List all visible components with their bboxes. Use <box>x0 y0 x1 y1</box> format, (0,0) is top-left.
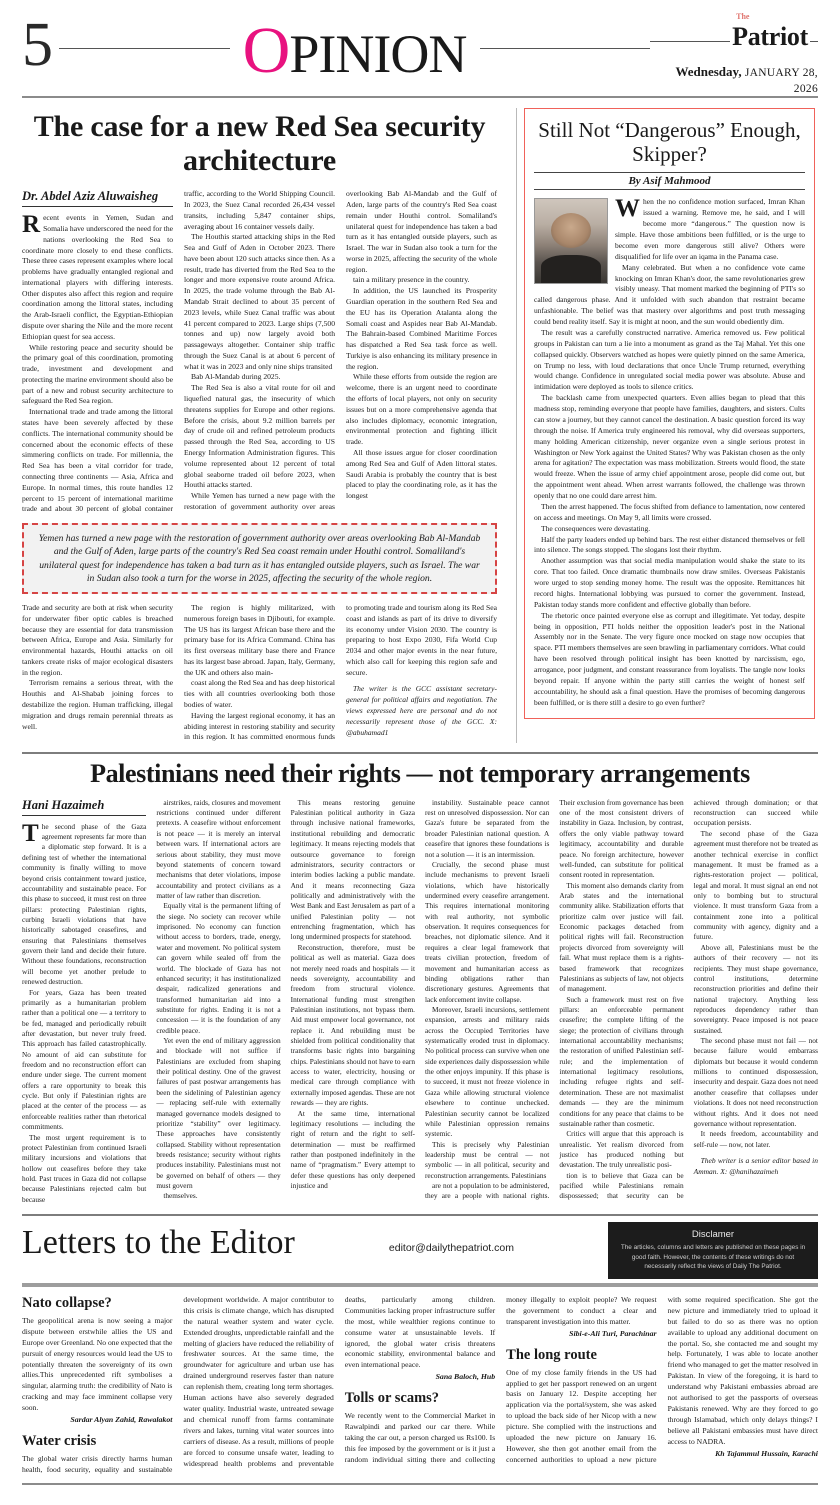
author-photo <box>534 198 608 284</box>
letter-heading: Nato collapse? <box>22 1294 112 1311</box>
paragraph: tion is to believe that Gaza can be pacified while Palestinians remain dispossessed; that security can be achieved through domination; or that reconstruction can succeed while occupation persists. <box>559 797 818 1201</box>
paragraph: The second phase of the Gaza agreement must therefore not be treated as another technical exercise in conflict management. It must be framed as a rights-restoration project — political, legal and moral. It must signal an end not only to bombing but to structural violence. It must transform Gaza from a containment zone into a political community with agency, dignity and a future. <box>693 828 818 942</box>
paragraph: airstrikes, raids, closures and movement restrictions continued under different pretexts. A ceasefire without enforcement is not peace — it is merely an interval between wars. If international actors are serious about stability, they must move beyond statements of concern toward mechanisms that deter violations, impose accountability and protect civilians as a matter of law rather than discretion. <box>156 797 281 900</box>
brand-superscript: The <box>736 12 750 21</box>
column-divider <box>516 108 517 743</box>
paragraph: The region is highly militarized, with numerous foreign bases in Djibouti, for example. The US has its largest African base there and the primary base for its Africa Command. China has its first overseas military base there and France has its largest base abroad. Japan, Italy, Germany, the UK and others also main- <box>184 603 335 677</box>
palestine-writer-note: Theb writer is a senior editor based in Amman. X: @hanihazaimeh <box>693 1155 818 1176</box>
letter-body: We recently went to the Commercial Market in Rawalpindi and parked our car there. While taking the car out, a person charged us Rs100. Is this fee imposed by the government or is it just a random individual sitting there and collecting money illegally to exploit people? We request the government to conduct a clear and transparent investigation into this matter. <box>344 1294 657 1465</box>
boxed-body <box>534 197 805 708</box>
paragraph: The result was a carefully constructed narrative. America removed us. Few political groups in Pakistan can turn a lie into a monument as grand as the Taj Mahal. Yet this one collapsed quickly. Observers watched as hopes were quietly pinned on the same America, on Trump no less, with loud declarations that once Uncle Trump returned, everything would change. Confidence in unregulated social media power was absolute. Abuse and intimidation were deployed as tools to silence critics. <box>534 327 805 392</box>
disclaimer-box <box>608 1222 818 1279</box>
masthead-rule-right <box>480 48 651 49</box>
letter-signature: Sibi-e-Ali Turi, Parachinar <box>569 1328 657 1338</box>
paragraph: Trade and security are both at risk when security for underwater fiber optic cables is breached because they are essential for data transmission between Africa, Europe and Asia. Similarly for environmental hazards, Houthi attacks on oil tankers create risks of major ecological disasters in the region. <box>22 603 173 677</box>
paragraph: tain a military presence in the country. <box>353 275 470 285</box>
paragraph: While these efforts from outside the region are welcome, there is an urgent need to coordinate the efforts of local players, not only on security issues but on a more comprehensive agenda that also includes diplomacy, economic integration, environmental protection and fighting illicit trade. <box>346 372 497 447</box>
paragraph: The most urgent requirement is to protect Palestinian from continued Israeli military incursions and violations that hollow out ceasefires before they take hold. Past truces in Gaza did not collapse because Palestinians rejected calm but because <box>22 1132 147 1204</box>
brand-rule-right <box>810 41 818 42</box>
brand-rule-left <box>650 41 730 42</box>
paragraph: The Red Sea is also a vital route for oil and liquefied natural gas, the insecurity of which threatens supplies for Europe and other regions. Before the crisis, about 9.2 million barrels per day of crude oil and refined petroleum products passed through the Red Sea, according to US Energy Information Administration figures. This volume represented about 12 percent of total global seaborne traded oil before 2023, when Houthi attacks started. <box>184 383 335 490</box>
paragraph: themselves. <box>163 1191 198 1201</box>
article-palestinians <box>22 760 818 1205</box>
pull-quote <box>22 523 497 594</box>
pull-quote-text: Yemen has turned a new page with the restoration of government authority over areas overlooking Bab Al-Mandab and the Gulf of Aden, large parts of the country's Red Sea coast remain under Houthi control. Somaliland's unilateral quest for independence has taken a bad turn as it has entangled outside players, such as Israel. The war in Sudan also took a turn for the worse in 2025, affecting the security of the whole region. <box>38 533 481 584</box>
article-red-sea <box>22 108 509 743</box>
paragraph: The rhetoric once painted everyone else as corrupt and illegitimate. Yet today, despite being in opposition, PTI holds neither the opposition leader's post in the National Assembly nor in the Senate. The very figure once mocked on stage now occupies that space. PTI members themselves are seen brawling in parliamentary corridors. What could have been resolved through political insight has been knotted by narcissism, ego, arrogance, poor judgment, and constant reassurance from loyalists. The tangle now looks beyond repair. If anyone within the party still carries the weight of honest self accountability, he should ask a final question. Have the promises of becoming dangerous been fulfilled, or is there still a desire to go even further? <box>534 610 805 707</box>
disclaimer-title: Disclamer <box>691 1229 735 1241</box>
paragraph: Moreover, Israeli incursions, settlement expansion, arrests and military raids across the Occupied Territories have systematically eroded trust in diplomacy. No political process can survive when one side experiences daily dispossession while the other enjoys impunity. If this phase is to succeed, it must not freeze violence in Gaza while allowing structural violence elsewhere to continue unchecked. Palestinian security cannot be localized while Palestinian oppression remains systemic. <box>424 1004 550 1139</box>
paragraph: The backlash came from unexpected quarters. Even allies began to plead that this madness stop, reminding everyone that people have families, daughters, and sisters. Cults can stow a journey, but they cannot cancel the destination. A basic question forced its way through the noise. If America truly engineered his removal, why did overseas supporters, many holding American citizenship, never organize even a single serious protest in Washington or New York against the United States? Why was Pakistan chosen as the only arena for agitation? The expectation was mass mobilization. Streets would flood, the state would freeze. When the issue of army chief appointment arose, people did come out, but the appointment went ahead. When arrest warrants followed, the challenge was thrown openly that no one could dare arrest him. <box>534 393 805 501</box>
masthead <box>22 0 818 95</box>
paragraph: This is precisely why Palestinian leadership must be central — not symbolic — in all political, security and reconstruction arrangements. Palestinians <box>424 1139 550 1180</box>
date-value: JANUARY 28, 2026 <box>744 67 818 95</box>
article-columns-lower <box>22 603 497 743</box>
paragraph: are not a population to be administered, they are a people with national rights. Their exclusion from governance has been one of the most consistent drivers of instability in Gaza. Inclusion, by contrast, offers the only viable pathway toward legitimacy, accountability and durable peace. No foreign architecture, however well-funded, can substitute for political consent rooted in representation. <box>424 797 684 1201</box>
section-divider-1 <box>22 752 818 754</box>
paragraph: Recent events in Yemen, Sudan and Somalia have underscored the need for the nations overlooking the Red Sea to coordinate more closely to end these conflicts. These three cases represent examples where local problems have gradually entangled regional and international players with differing interests. Other disputes also affect this region and require coordination among the littoral states, including the Arab-Israeli conflict, the Egyptian-Ethiopian dispute over sharing the Nile and the more recent Ethiopian quest for sea access. <box>22 211 173 341</box>
paragraph: International trade and trade among the littoral states have been severely affected by these conflicts. The international community should be concerned about the economic effects of these simmering conflicts on trade. For millennia, the Red Sea has been a vital corridor for trade, connecting three continents — Asia, Africa and Europe. In normal times, this route handles 12 percent to 15 percent of international maritime trade and about 30 percent of global container traffic, according to the World Shipping Council. In 2023, the Suez Canal recorded 26,434 vessel transits, including 5,847 container ships, averaging about 16 container vessels daily. <box>22 189 335 514</box>
paragraph: The Houthis started attacking ships in the Red Sea and Gulf of Aden in October 2023. There have been about 120 such attacks since then. As a result, trade has diverted from the Red Sea to the longer and more expensive route around Africa. In 2025, the trade volume through the Bab Al-Mandab Strait declined to about 35 percent of 2023 levels, while Suez Canal traffic was about 41 percent compared to 2023. Large ships (7,500 tonnes and up) now largely avoid both passageways altogether. Container ship traffic through the Suez Canal is at about 6 percent of what it was in 2023 and only nine ships transited <box>184 232 335 371</box>
letters-title: Letters to the Editor <box>22 1224 295 1262</box>
paragraph: At the same time, international legitimacy resolutions — including the right of return and the right to self-determination — must be reaffirmed rather than postponed indefinitely in the name of “pragmatism.” Every attempt to defer these questions has only deepened injustice and <box>290 1108 415 1191</box>
letter-heading: The long route <box>506 1346 597 1363</box>
letter-body: One of my close family friends in the US had applied to get her passport renewed on an urgent basis on January 12. Despite accepting her application via the portal/system, she was asked to upload the back side of her Nicop with a new picture. She complied with the instructions and uploaded the new picture on January 16. However, she then got another email from the concerned authorities to upload a new picture with some required specification. She got the new picture and immediately tried to upload it but failed to do so as there was no option available to upload any additional document on the portal. So, she contacted me and sought my help. Fortunately, I was able to locate another friend who managed to get the matter resolved in Pakistan. In view of the foregoing, it is hard to understand why Pakistani embassies abroad are not authorised to get the passports of overseas Pakistanis renewed. Why are they forced to go through Islamabad, which only delays things? I believe all Pakistani embassies must have direct access to NADRA. <box>506 1294 818 1465</box>
date-weekday: Wednesday, <box>675 64 742 79</box>
paragraph: Reconstruction, therefore, must be political as well as material. Gaza does not merely need roads and hospitals — it needs sovereignty, accountability and freedom from structural violence. International funding must strengthen Palestinian institutions, not bypass them. Aid must empower local governance, not replace it. And rebuilding must be shielded from political conditionality that transforms basic rights into bargaining chips. Palestinians should not have to earn access to water, electricity, housing or medical care through compliance with externally imposed agendas. These are not rewards — they are rights. <box>290 942 415 1108</box>
paragraph: Terrorism remains a serious threat, with the Houthis and Al-Shabab joining forces to destabilize the region. Human trafficking, illegal migration and drugs remain perennial threats as well. <box>22 678 173 731</box>
letters-email[interactable]: editor@dailythepatriot.com <box>388 1242 514 1255</box>
letter-signature: Sardar Alyan Zahid, Rawalakot <box>70 1415 173 1425</box>
letters-header <box>22 1222 818 1279</box>
brand-row <box>650 12 818 52</box>
letter-signature: Kh Tajammul Hussain, Karachi <box>715 1448 818 1458</box>
disclaimer-text: The articles, columns and letters are published on these pages in good faith. However, the contents of these writings do not necessarily reflect the views of Daily The Patriot. <box>620 1244 806 1271</box>
paragraph: In addition, the US launched its Prosperity Guardian operation in the southern Red Sea and the EU has its Operation Atalanta along the Somali coast and Aspides near Bab Al-Mandab. The Bahrain-based Combined Maritime Forces has dispatched a Red Sea task force as well. Turkiye is also enhancing its military presence in the region. <box>346 286 497 371</box>
letters-columns <box>22 1295 818 1476</box>
boxed-byline: By Asif Mahmood <box>534 172 805 190</box>
paragraph: Yet even the end of military aggression and blockade will not suffice if Palestinians are excluded from shaping their political destiny. One of the gravest failures of past postwar arrangements has been the sidelining of Palestinian agency — replacing self-rule with externally managed governance models designed to prioritize “stability” over legitimacy. These approaches have consistently collapsed. Stability without representation breeds resistance; security without rights produces instability. Palestinians must not be governed on behalf of others — they must govern <box>156 1036 281 1191</box>
masthead-rule-left <box>59 48 230 49</box>
paragraph: Above all, Palestinians must be the authors of their recovery — not its recipients. They must shape governance, control institutions, determine reconstruction priorities and define their national trajectory. Anything less reproduces dependency rather than sovereignty. Peace imposed is not peace sustained. <box>693 942 818 1035</box>
publication-date <box>650 64 818 96</box>
brand-name: Patriot <box>732 22 808 51</box>
paragraph: Another assumption was that social media manipulation would shake the state to its core. That too failed. Once dramatic thumbnails now draw smiles. Overseas Pakistanis wore urged to stop sending money home. The result was the opposite. Remittances hit record highs. International lobbying was pursued to corner the government. Instead, Pakistan today stands more confident and effective globally than before. <box>534 556 805 609</box>
paragraph: Crucially, the second phase must include mechanisms to prevent Israeli violations, which have historically undermined every ceasefire arrangement. This requires international monitoring with real authority, not symbolic observation. It requires consequences for breaches, not diplomatic silence. And it requires a clear legal framework that treats civilian protection, freedom of movement and humanitarian access as binding obligations rather than discretionary gestures. Agreements that lack enforcement invite collapse. <box>424 859 550 1004</box>
article-headline: The case for a new Red Sea security architecture <box>33 110 486 177</box>
letter-body: The global water crisis directly harms human health, food security, equality and sustainable development worldwide. A major contributor to this crisis is climate change, which has disrupted the natural weather system and water cycle. Extended droughts, unpredictable rainfall and the melting of glaciers have reduced the reliability of freshwater sources. At the same time, the groundwater for agriculture and urban use has drained underground reserves faster than nature can replenish them, creating long term shortages. Human actions have also severely degraded water quality. Industrial waste, untreated sewage and chemical runoff from farms contaminate rivers and lakes, turning vital water sources into carriers of disease. As a result, millions of people are forced to consume unsafe water, leading to widespread health problems and preventable deaths, particularly among children. Communities lacking proper infrastructure suffer the most, while wealthier regions continue to consume water at unsustainable levels. If ignored, the global water crisis threatens economic stability, environmental balance and even international peace. <box>22 1294 496 1475</box>
letter-signature: Sana Baloch, Hub <box>435 1372 496 1382</box>
paragraph: Then the arrest happened. The focus shifted from defiance to lamentation, now centered on access and meetings. On May 9, all limits were crossed. <box>534 501 805 522</box>
paragraph: Having the largest regional economy, it has an abiding interest in restoring stability and security in this region. It has committed enormous funds to promoting trade and tourism along its Red Sea coast and islands as part of its drive to diversify its economy under Vision 2030. The country is preparing to host Expo 2030, Fifa World Cup 2034 and other major events in the near future, which also call for keeping this region safe and secure. <box>184 603 497 742</box>
letter-heading: Water crisis <box>22 1433 97 1450</box>
paragraph: Half the party leaders ended up behind bars. The rest either distanced themselves or fell into silence. The songs stopped. The slogans lost their rhythm. <box>534 534 805 555</box>
paragraph: coast along the Red Sea and has deep historical ties with all countries overlooking both those bodies of water. <box>184 678 335 710</box>
paragraph: The second phase of the Gaza agreement represents far more than a diplomatic step forward. It is a defining test of whether the international community is finally willing to move beyond crisis containment toward justice, accountability and sustainable peace. For this phase to succeed, it must rest on three pillars: protecting Palestinian rights, curbing Israeli violations that have historically sabotaged ceasefires, and ensuring that Palestinians themselves govern their land and decide their future. Without these foundations, reconstruction will become yet another prelude to renewed destruction. <box>22 819 147 987</box>
paragraph: Bab Al-Mandab during 2025. <box>191 372 281 382</box>
article-byline: Dr. Abdel Aziz Aluwaisheg <box>22 189 173 207</box>
article-still-not-dangerous <box>524 108 815 719</box>
brand-logo <box>732 12 808 52</box>
paragraph: This moment also demands clarity from Arab states and the international community alike. Stabilization efforts that prioritize calm over justice will fail. Economic packages detached from political rights will fail. Reconstruction projects divorced from sovereignty will fail. What must replace them is a rights-based framework that recognizes Palestinians as subjects of law, not objects of management. <box>559 880 684 994</box>
article-writer-note: The writer is the GCC assistant secretary-general for political affairs and negotiation. The views expressed here are personal and do not necessarily represent those of the GCC. X: @abuhamad1 <box>346 684 497 737</box>
masthead-right <box>650 12 818 96</box>
letters-divider <box>22 1283 818 1287</box>
paragraph: The consequences were devastating. <box>541 523 651 533</box>
paragraph: This means restoring genuine Palestinian political authority in Gaza through inclusive national frameworks, institutional rebuilding and democratic legitimacy. It means rejecting models that outsource governance to foreign administrators, security contractors or interim bodies lacking a public mandate. And it means reconnecting Gaza politically and administratively with the West Bank and East Jerusalem as part of a unified Palestinian polity — not entrenching fragmentation, which has long undermined prospects for statehood. <box>290 797 415 942</box>
section-title <box>237 14 473 87</box>
masthead-divider <box>22 96 818 98</box>
paragraph: It needs freedom, accountability and self-rule — now, not later. <box>693 1129 818 1149</box>
boxed-headline: Still Not “Dangerous” Enough, Skipper? <box>538 118 801 166</box>
section-title-area <box>59 14 650 87</box>
palestine-byline: Hani Hazaimeh <box>22 798 146 816</box>
letter-heading: Tolls or scams? <box>344 1390 440 1407</box>
section-divider-2 <box>22 1214 818 1216</box>
paragraph: All those issues argue for closer coordination among Red Sea and Gulf of Aden littoral states. Saudi Arabia is probably the country that is best placed to play the coordinating role, as it has the longest <box>346 447 497 501</box>
paragraph: Many celebrated. But when a no confidence vote came knocking on Imran Khan's door, the same revolutionaries grew visibly uneasy. That moment marked the beginning of PTI's so called dangerous phase. And it unfolded with such abandon that restraint became unfashionable. The belief was that mastery over algorithms and post truth messaging could bend reality itself. Say it is might at noon, and the sun would obediently dim. <box>534 262 805 327</box>
paragraph: While restoring peace and security should be the primary goal of this coordination, promoting trade, investment and development and protecting the marine environment should also be part of a new and robust security architecture to safeguard the Red Sea region. <box>22 342 173 406</box>
page-bottom-rule <box>22 1483 818 1485</box>
article-boxed-wrapper <box>524 108 815 743</box>
paragraph: Equally vital is the permanent lifting of the siege. No society can recover while imprisoned. No economy can function without access to borders, trade, energy, water and movement. No political system can govern while sealed off from the world. The blockade of Gaza has not enhanced security; it has institutionalized despair, radicalized generations and transformed humanitarian aid into a substitute for rights. Ending it is not a concession — it is the foundation of any credible peace. <box>156 901 281 1035</box>
letter-body: The geopolitical arena is now seeing a major dispute between erstwhile allies the US and Europe over Greenland. No one expected that the pursuit of energy resources would lead the US to potentially threaten the sovereignty of its own allies.This unprecedented rift symbolises a singular, alarming truth: the credibility of Nato is cracking and may face imminent collapse very soon. <box>22 1315 173 1413</box>
page-number: 5 <box>22 11 53 79</box>
paragraph: For years, Gaza has been treated primarily as a humanitarian problem rather than a political one — a territory to be fed, managed and periodically rebuilt after devastation, but never truly freed. This approach has failed catastrophically. No amount of aid can substitute for freedom and no reconstruction effort can endure under siege. The current moment offers a rare opportunity to break this cycle. But only if Palestinian rights are placed at the center of the process — as enforceable realities rather than rhetorical commitments. <box>22 987 147 1132</box>
paragraph: The second phase must not fail — not because failure would embarrass diplomats but because it would condemn millions to continued dispossession, insecurity and despair. Gaza does not need another ceasefire that collapses under violations. It does not need reconstruction without rights. And it does not need governance without representation. <box>693 1036 818 1128</box>
article-columns-upper <box>22 189 497 515</box>
section-title-initial: O <box>242 14 290 87</box>
palestine-headline: Palestinians need their rights — not temporary arrangements <box>90 759 750 789</box>
paragraph: When the no confidence motion surfaced, Imran Khan issued a warning. Remove me, he said, and I will become more “dangerous.” The question now is simple. Have those ambitions been fulfilled, or is the urge to become even more dangerous still alive? Others were disqualified for life over an iqama in the Panama case. <box>615 195 805 261</box>
paragraph: instability. Sustainable peace cannot rest on unresolved dispossession. Nor can Gaza's future be separated from the broader Palestinian national question. A ceasefire that ignores these foundations is not a solution — it is an intermission. <box>424 797 550 859</box>
paragraph: Critics will argue that this approach is unrealistic. Yet realism divorced from justice has produced nothing but devastation. The truly unrealistic posi- <box>559 1129 684 1170</box>
paragraph: Such a framework must rest on five pillars: an enforceable permanent ceasefire; the complete lifting of the siege; the protection of civilians through international accountability mechanisms; the restoration of unified Palestinian self-rule; and the implementation of international legitimacy resolutions, including refugee rights and self-determination. These are not maximalist demands — they are the minimum conditions for any peace that claims to be sustainable rather than cosmetic. <box>559 994 684 1128</box>
section-title-rest: PINION <box>289 24 467 84</box>
palestine-columns <box>22 798 818 1205</box>
section-top <box>22 108 818 743</box>
paragraph: While Yemen has turned a new page with the restoration of government authority over areas overlooking Bab Al-Mandab and the Gulf of Aden, large parts of the country's Red Sea coast remain under Houthi control. Somaliland's unilateral quest for independence has taken a bad turn as it has entangled outside players, such as Israel. The war in Sudan also took a turn for the worse in 2025, affecting the security of the whole region. <box>184 189 497 511</box>
